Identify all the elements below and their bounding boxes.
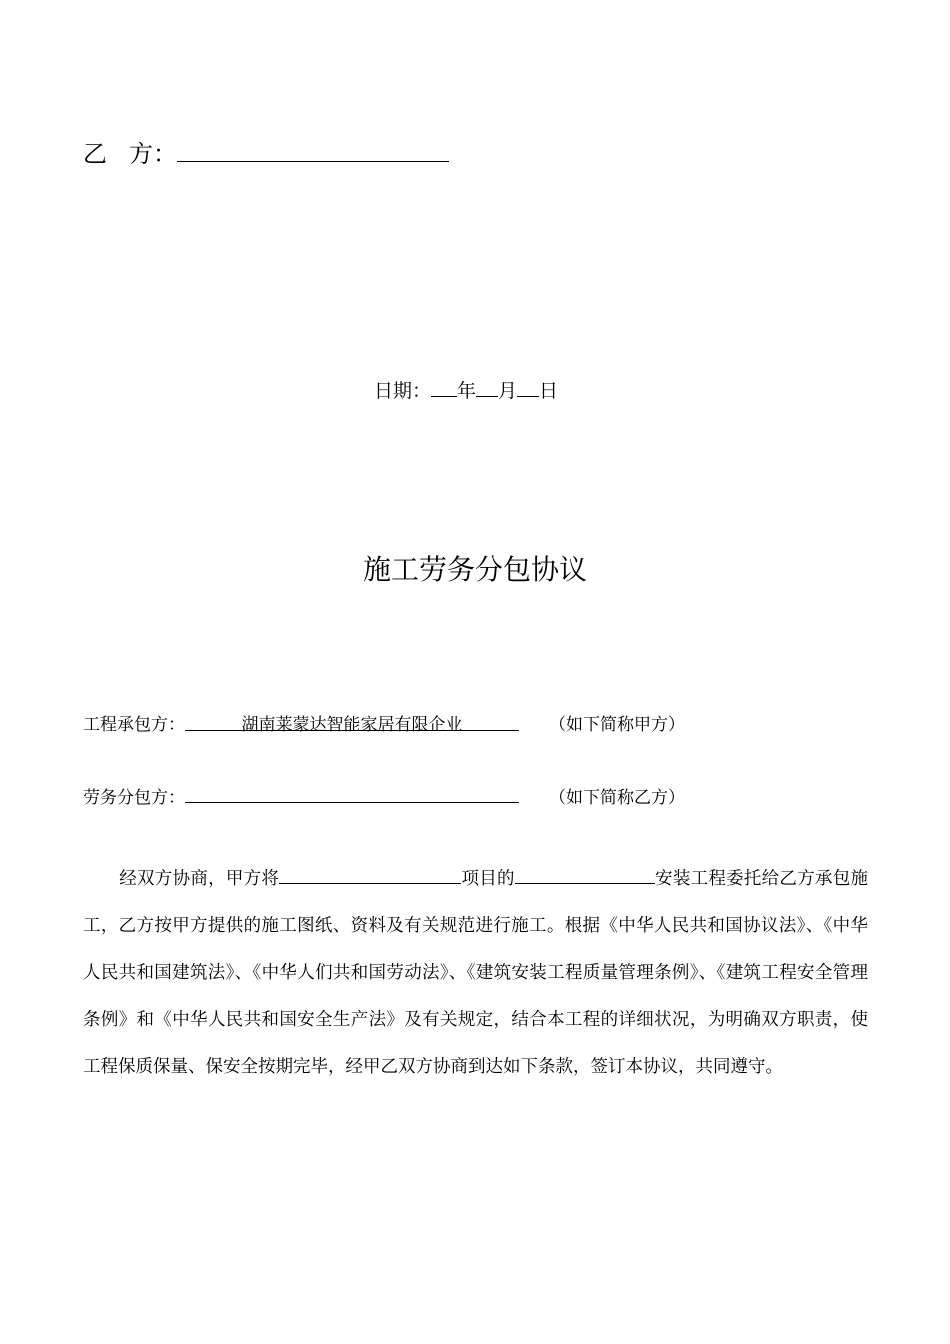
paragraph-part3: 安装工程委托给乙方承包施工，乙方按甲方提供的施工图纸、资料及有关规范进行施工。根据《中华人民共和国协议法》、《中华人民共和国建筑法》、《中华人们共和国劳动法》、《建筑安装工程质量管理条例》、《建筑工程安全管理条例》和《中华人民共和国安全生产法》及有关规定，结合本工程的详细状况，为明确双方职责，使工程保质保量、保安全按期完毕，经甲乙双方协商到达如下条款，签订本协议，共同遵守。: [83, 869, 869, 1077]
day-label: 日: [539, 380, 559, 402]
subcontractor-line: [83, 783, 685, 808]
day-blank[interactable]: [517, 378, 539, 397]
month-blank[interactable]: [476, 378, 498, 397]
paragraph-part2: 项目的: [461, 869, 515, 889]
document-title: 施工劳务分包协议: [362, 553, 587, 586]
party-b-blank[interactable]: [177, 135, 449, 162]
project-name-blank[interactable]: [279, 865, 461, 884]
date-label: 日期：: [374, 380, 432, 402]
contractor-field[interactable]: [185, 710, 519, 735]
work-scope-blank[interactable]: [515, 865, 655, 884]
contractor-note: （如下简称甲方）: [549, 715, 685, 735]
party-b-line: [83, 134, 449, 169]
contractor-line: [83, 710, 685, 735]
month-label: 月: [498, 380, 518, 402]
paragraph-part1: 经双方协商，甲方将: [119, 869, 280, 889]
agreement-paragraph: [83, 856, 868, 1091]
subcontractor-note: （如下简称乙方）: [549, 788, 685, 808]
subcontractor-blank[interactable]: [185, 784, 519, 803]
subcontractor-label: 劳务分包方：: [83, 788, 185, 808]
year-blank[interactable]: [431, 378, 457, 397]
party-b-label-right: 方：: [129, 140, 177, 168]
party-b-label-left: 乙: [83, 140, 107, 168]
contractor-value: 湖南莱蒙达智能家居有限企业: [241, 715, 463, 735]
year-label: 年: [457, 380, 477, 402]
date-line: [374, 376, 558, 403]
contractor-label: 工程承包方：: [83, 715, 185, 735]
